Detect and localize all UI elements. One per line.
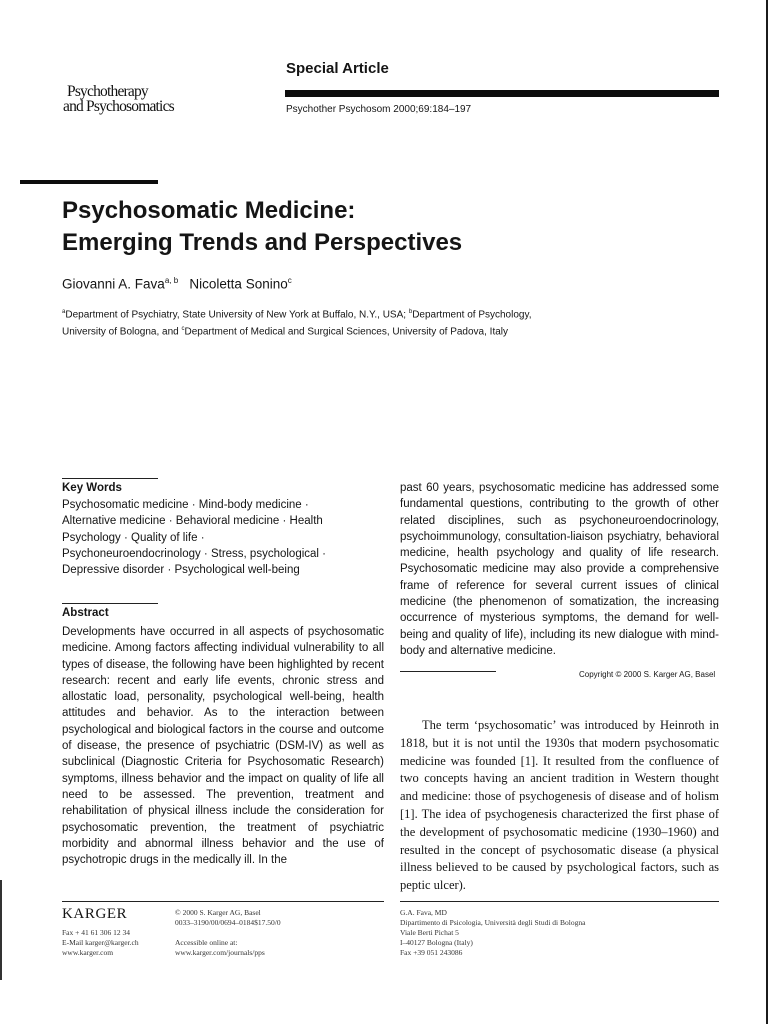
keywords-heading: Key Words — [62, 482, 122, 494]
corr-city: I–40127 Bologna (Italy) — [400, 938, 473, 947]
footer-rule — [62, 901, 384, 902]
corr-name: G.A. Fava, MD — [400, 908, 447, 917]
author-list — [62, 276, 292, 292]
keywords-list — [62, 497, 326, 578]
affiliation-mark: a — [62, 309, 66, 315]
publisher-email: E-Mail karger@karger.ch — [62, 938, 139, 947]
abstract-text: Developments have occurred in all aspects of psychosomatic medicine. Among factors affecting individual vulnerability to all types of disease, the following have been highlighted by recent research: recent and early life events, chronic stress and allostatic load, personality, psychological well-being, health attitudes and behavior. As to the interaction between psychological and biological factors in the course and outcome of disease, the presence of psychiatric (DSM-IV) as well as subclinical (Diagnostic Criteria for Psychosomatic Research) symptoms, illness behavior and the impact on quality of life all need to be assessed. The prevention, treatment and rehabilitation of physical illness include the consideration for psychosomatic prevention, the treatment of psychiatric morbidity and abnormal illness behavior and the use of psychotropic drugs in the medically ill. In the — [62, 626, 384, 867]
corr-street: Viale Berti Pichat 5 — [400, 928, 459, 937]
online-access-label: Accessible online at: — [175, 938, 238, 947]
affiliation-mark: c — [181, 326, 185, 333]
corr-department: Dipartimento di Psicologia, Università degli Studi di Bologna — [400, 918, 586, 927]
abstract-heading: Abstract — [62, 607, 109, 619]
keywords-line: Psychoneuroendocrinology · Stress, psychological · — [62, 547, 326, 560]
title-line-1: Psychosomatic Medicine: — [62, 197, 356, 224]
publisher-fax: Fax + 41 61 306 12 34 — [62, 928, 130, 937]
footer-rule — [400, 901, 719, 902]
article-type: Special Article — [286, 60, 389, 77]
online-access-url: www.karger.com/journals/pps — [175, 948, 265, 957]
footer-copyright — [175, 908, 281, 928]
affiliation-text: Department of Psychiatry, State University of New York at Buffalo, N.Y., USA; — [65, 309, 409, 321]
publisher-website: www.karger.com — [62, 948, 114, 957]
keywords-line: Depressive disorder · Psychological well-being — [62, 564, 300, 577]
footer-copyright-line: 0033–3190/00/0694–0184$17.50/0 — [175, 918, 281, 927]
affiliations — [62, 305, 702, 340]
affiliation-mark: b — [408, 309, 413, 315]
journal-logo-line1: Psychotherapy — [67, 83, 148, 100]
journal-citation: Psychother Psychosom 2000;69:184–197 — [286, 104, 472, 115]
keywords-line: Alternative medicine · Behavioral medicine · Health — [62, 515, 323, 528]
copyright-rule — [400, 671, 496, 672]
publisher-contact — [62, 928, 139, 958]
journal-logo — [63, 84, 174, 114]
keywords-rule — [62, 478, 158, 479]
title-line-2: Emerging Trends and Perspectives — [62, 229, 463, 256]
journal-logo-line2: and Psychosomatics — [63, 98, 174, 115]
copyright-notice: Copyright © 2000 S. Karger AG, Basel — [579, 670, 716, 679]
affiliation-text: University of Bologna, and — [62, 326, 182, 338]
abstract-continued-text: past 60 years, psychosomatic medicine has addressed some fundamental questions, contributing to the growth of other related disciplines, such as psychoneuroendocrinology, psychoimmunology, consultation-liaison psychiatry, behavioral medicine, health psychology and quality of life research. Psychosomatic medicine may also provide a comprehensive frame of reference for several current issues of clinical medicine (the phenomenon of somatization, the increasing occurrence of mysterious symptoms, the demand for well-being and quality of life), including its new dialogue with mind-body and alternative medicine. — [400, 482, 719, 657]
body-text — [400, 717, 719, 895]
body-paragraph: The term ‘psychosomatic’ was introduced by Heinroth in 1818, but it is not until the 1930s that modern psychosomatic medicine was founded [1]. It resulted from the confluence of two concepts having an ancient tradition in Western thought and medicine: those of psychogenesis of disease and of holism [1]. The idea of psychogenesis characterized the first phase of the development of psychosomatic medicine (1930–1960) and resulted in the concept of psychosomatic disease (a physical illness believed to be caused by psychological factors, such as peptic ulcer). — [400, 718, 719, 893]
footer-copyright-line: © 2000 S. Karger AG, Basel — [175, 908, 261, 917]
correspondence-address — [400, 908, 585, 958]
publisher-logo: KARGER — [62, 906, 128, 922]
scan-edge — [0, 880, 2, 980]
author-name: Nicoletta Sonino — [189, 276, 288, 292]
author-name: Giovanni A. Fava — [62, 276, 165, 292]
abstract-rule — [62, 603, 158, 604]
online-access-note — [175, 938, 265, 958]
affiliation-text: Department of Medical and Surgical Sciences, University of Padova, Italy — [184, 326, 509, 338]
header-rule — [285, 90, 719, 97]
title-rule — [20, 180, 158, 184]
author-affiliation-mark: c — [287, 276, 292, 285]
corr-fax: Fax +39 051 243086 — [400, 948, 463, 957]
article-title — [62, 195, 462, 259]
keywords-line: Psychosomatic medicine · Mind-body medicine · — [62, 499, 309, 511]
affiliation-text: Department of Psychology, — [412, 309, 532, 321]
keywords-line: Psychology · Quality of life · — [62, 531, 205, 544]
author-affiliation-mark: a, b — [164, 276, 179, 285]
